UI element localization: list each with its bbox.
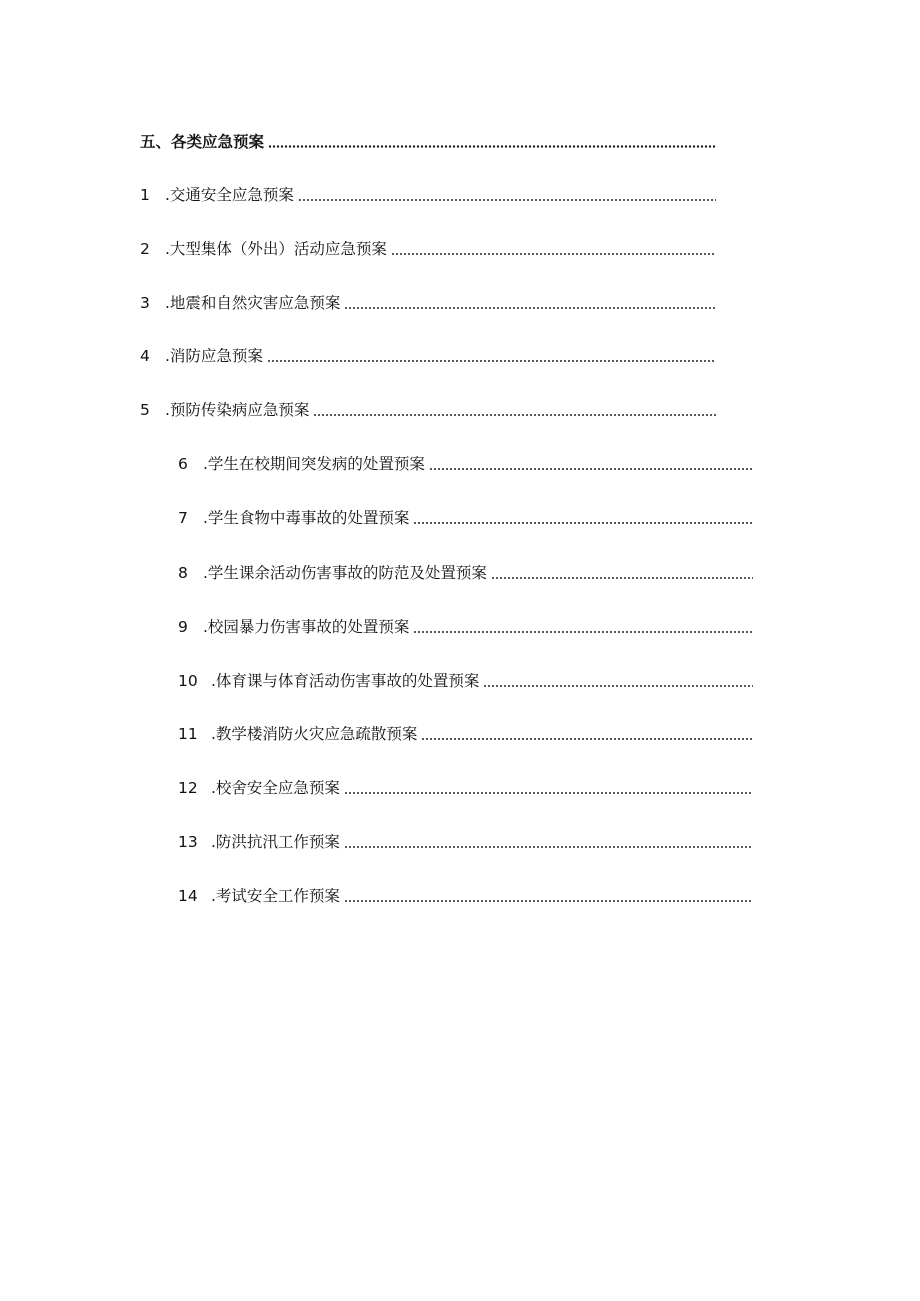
dot-leader <box>344 307 716 309</box>
toc-item-title: .地震和自然灾害应急预案 <box>165 294 341 312</box>
toc-subitem-number: 13 <box>178 833 198 851</box>
dot-leader <box>313 414 716 416</box>
dot-leader <box>413 631 753 633</box>
toc-subitem-title: .校舍安全应急预案 <box>211 779 340 797</box>
toc-subitem[interactable] <box>178 882 753 906</box>
toc-subitem-title: .考试安全工作预案 <box>211 887 340 905</box>
toc-subitem[interactable] <box>178 667 753 691</box>
toc-subitem-number: 10 <box>178 672 198 690</box>
toc-heading-title: 各类应急预案 <box>171 133 265 151</box>
toc-item-number: 4 <box>140 347 150 365</box>
dot-leader <box>268 145 716 148</box>
toc-heading-number: 五、 <box>140 133 172 151</box>
dot-leader <box>483 685 753 687</box>
toc-subitem[interactable] <box>178 720 753 744</box>
toc-subitem-number: 14 <box>178 887 198 905</box>
toc-subitem-title: .防洪抗汛工作预案 <box>211 833 340 851</box>
dot-leader <box>344 792 753 794</box>
toc-heading[interactable] <box>140 128 716 152</box>
toc-item[interactable] <box>140 289 716 313</box>
dot-leader <box>344 900 753 902</box>
toc-subitem-number: 7 <box>178 509 188 527</box>
toc-item[interactable] <box>140 235 716 259</box>
toc-subitem[interactable] <box>178 450 753 474</box>
toc-item-title: .交通安全应急预案 <box>165 186 294 204</box>
toc-item-title: .消防应急预案 <box>165 347 263 365</box>
toc-subitem-title: .学生课余活动伤害事故的防范及处置预案 <box>203 564 487 582</box>
toc-item-number: 3 <box>140 294 150 312</box>
toc-subitem-title: .校园暴力伤害事故的处置预案 <box>203 618 410 636</box>
toc-item-title: .大型集体（外出）活动应急预案 <box>165 240 387 258</box>
toc-subitem[interactable] <box>178 613 753 637</box>
dot-leader <box>344 846 753 848</box>
dot-leader <box>491 577 753 579</box>
toc-subitem-number: 8 <box>178 564 188 582</box>
toc-subitem[interactable] <box>178 828 753 852</box>
toc-item[interactable] <box>140 342 716 366</box>
dot-leader <box>298 199 716 201</box>
toc-subitem-title: .学生在校期间突发病的处置预案 <box>203 455 425 473</box>
toc-subitem[interactable] <box>178 774 753 798</box>
toc-subitem-title: .学生食物中毒事故的处置预案 <box>203 509 410 527</box>
toc-subitem[interactable] <box>178 559 753 583</box>
toc-subitem-number: 11 <box>178 725 198 743</box>
toc-item-number: 5 <box>140 401 150 419</box>
dot-leader <box>413 522 753 524</box>
toc-item-number: 2 <box>140 240 150 258</box>
toc-subitem-number: 12 <box>178 779 198 797</box>
dot-leader <box>429 468 753 470</box>
dot-leader <box>267 360 716 362</box>
dot-leader <box>391 253 716 255</box>
toc-subitem-number: 9 <box>178 618 188 636</box>
toc-item-number: 1 <box>140 186 150 204</box>
toc-item-title: .预防传染病应急预案 <box>165 401 310 419</box>
toc-item[interactable] <box>140 181 716 205</box>
toc-subitem[interactable] <box>178 504 753 528</box>
toc-subitem-title: .体育课与体育活动伤害事故的处置预案 <box>211 672 480 690</box>
toc-subitem-title: .教学楼消防火灾应急疏散预案 <box>211 725 418 743</box>
toc-subitem-number: 6 <box>178 455 188 473</box>
toc-item[interactable] <box>140 396 716 420</box>
dot-leader <box>421 738 753 740</box>
